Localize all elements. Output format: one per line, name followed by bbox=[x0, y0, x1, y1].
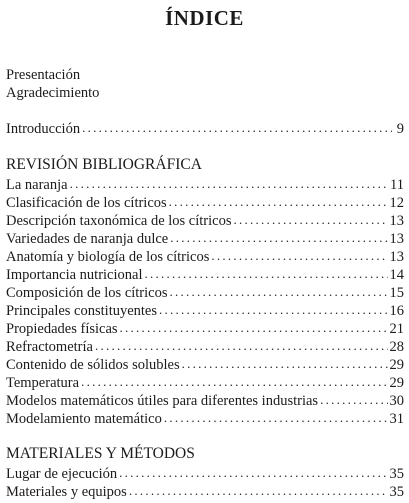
toc-entry-page: 13 bbox=[389, 213, 404, 229]
toc-entry bbox=[6, 212, 404, 230]
toc-entry-page: 16 bbox=[389, 303, 404, 319]
page-title: ÍNDICE bbox=[165, 6, 244, 30]
dot-leader bbox=[120, 319, 388, 337]
dot-leader bbox=[211, 247, 387, 265]
toc-entry bbox=[6, 230, 404, 248]
toc-entry-label: Descripción taxonómica de los cítricos bbox=[6, 213, 232, 229]
dot-leader bbox=[320, 391, 387, 409]
toc-entry-page: 13 bbox=[389, 231, 404, 247]
dot-leader bbox=[81, 373, 387, 391]
toc-entry-label: Modelamiento matemático bbox=[6, 411, 162, 427]
toc-entry-page: 11 bbox=[390, 177, 404, 193]
dot-leader bbox=[95, 337, 388, 355]
dot-leader bbox=[70, 175, 388, 193]
toc-entry bbox=[6, 356, 404, 374]
section-heading-revision: REVISIÓN BIBLIOGRÁFICA bbox=[6, 156, 202, 173]
toc-entry-page: 29 bbox=[389, 375, 404, 391]
dot-leader bbox=[129, 482, 388, 500]
toc-entry-label: Composición de los cítricos bbox=[6, 285, 168, 301]
toc-entry-page: 30 bbox=[389, 393, 404, 409]
toc-entry-label: Clasificación de los cítricos bbox=[6, 195, 167, 211]
toc-entry bbox=[6, 266, 404, 284]
dot-leader bbox=[159, 301, 387, 319]
toc-entry bbox=[6, 483, 404, 501]
toc-entry bbox=[6, 284, 404, 302]
toc-entry-label: La naranja bbox=[6, 177, 68, 193]
toc-entry-page: 15 bbox=[389, 285, 404, 301]
toc-entry-page: 35 bbox=[389, 484, 404, 500]
toc-entry-introduccion bbox=[6, 120, 404, 138]
front-matter-presentacion: Presentación bbox=[6, 67, 81, 83]
toc-entry-page: 9 bbox=[396, 121, 404, 137]
toc-entry-page: 28 bbox=[389, 339, 404, 355]
toc-entry-label: Principales constituyentes bbox=[6, 303, 158, 319]
dot-leader bbox=[170, 229, 387, 247]
dot-leader bbox=[170, 283, 388, 301]
front-matter-agradecimiento: Agradecimiento bbox=[6, 85, 100, 101]
toc-entry bbox=[6, 176, 404, 194]
toc-entry-label: Refractometría bbox=[6, 339, 93, 355]
toc-entry-page: 35 bbox=[389, 466, 404, 482]
toc-entry bbox=[6, 248, 404, 266]
toc-entry bbox=[6, 338, 404, 356]
toc-entry-label: Propiedades físicas bbox=[6, 321, 118, 337]
dot-leader bbox=[82, 119, 392, 137]
toc-entry bbox=[6, 392, 404, 410]
toc-entry bbox=[6, 465, 404, 483]
toc-entry bbox=[6, 302, 404, 320]
toc-entry-page: 29 bbox=[389, 357, 404, 373]
toc-entry bbox=[6, 374, 404, 392]
dot-leader bbox=[119, 464, 387, 482]
toc-entry-label: Introducción bbox=[6, 121, 81, 137]
toc-entry-page: 31 bbox=[389, 411, 404, 427]
toc-entry-page: 12 bbox=[389, 195, 404, 211]
toc-entry-page: 13 bbox=[389, 249, 404, 265]
toc-entry bbox=[6, 320, 404, 338]
toc-entry-label: Modelos matemáticos útiles para diferentes industrias bbox=[6, 393, 319, 409]
toc-entry-label: Materiales y equipos bbox=[6, 484, 127, 500]
toc-entry-label: Importancia nutricional bbox=[6, 267, 143, 283]
toc-entry-page: 21 bbox=[389, 321, 404, 337]
dot-leader bbox=[182, 355, 388, 373]
dot-leader bbox=[169, 193, 388, 211]
toc-entry-page: 14 bbox=[389, 267, 404, 283]
dot-leader bbox=[145, 265, 388, 283]
toc-entry-label: Lugar de ejecución bbox=[6, 466, 118, 482]
toc-entry-label: Anatomía y biología de los cítricos bbox=[6, 249, 210, 265]
toc-entry bbox=[6, 194, 404, 212]
toc-entry-label: Variedades de naranja dulce bbox=[6, 231, 169, 247]
section-heading-materiales: MATERIALES Y MÉTODOS bbox=[6, 445, 195, 462]
dot-leader bbox=[164, 409, 388, 427]
dot-leader bbox=[234, 211, 388, 229]
toc-entry-label: Temperatura bbox=[6, 375, 80, 391]
toc-entry-label: Contenido de sólidos solubles bbox=[6, 357, 180, 373]
toc-entry bbox=[6, 410, 404, 428]
